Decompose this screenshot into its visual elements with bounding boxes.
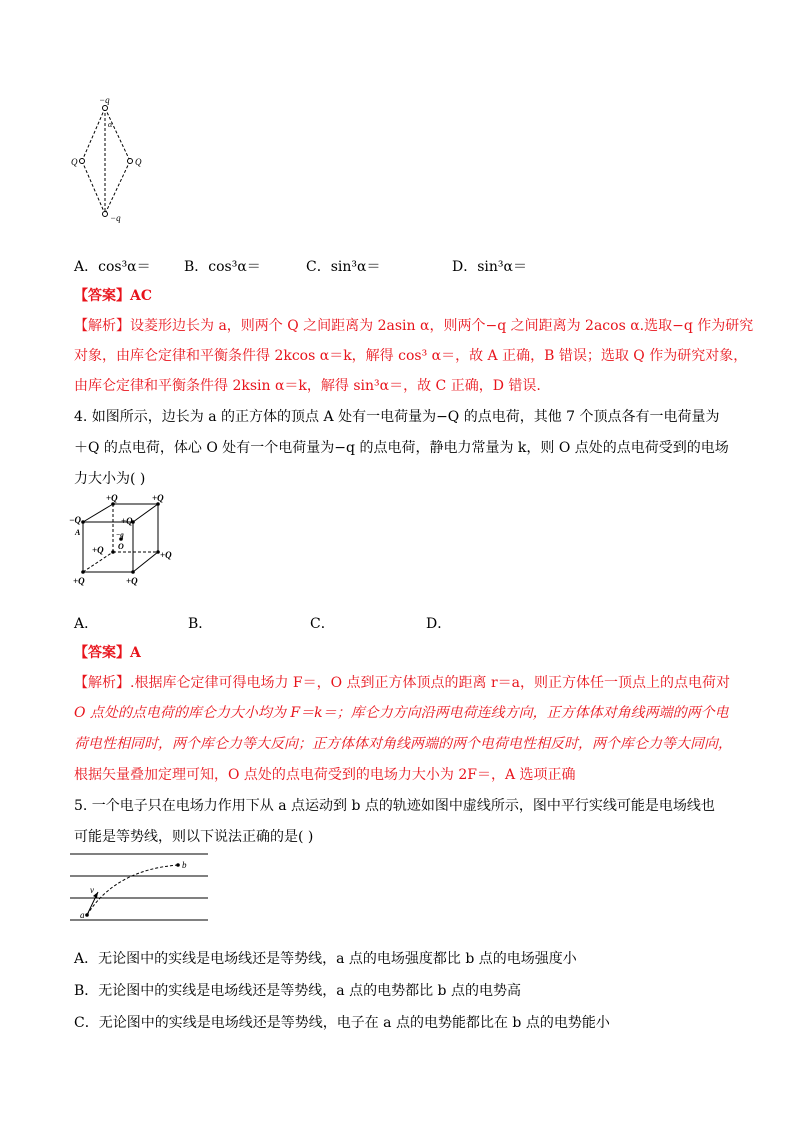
q3-answer: 【答案】AC bbox=[74, 288, 153, 304]
trajectory-label-a: a bbox=[80, 910, 85, 920]
cube-label-bottom-back-left: +Q bbox=[92, 545, 104, 555]
trajectory-label-v: v bbox=[90, 885, 94, 895]
q4-analysis-line-4: 根据矢量叠加定理可知，O 点处的点电荷受到的电场力大小为 2F＝，A 选项正确 bbox=[74, 767, 576, 783]
q4-option-d[interactable]: D． bbox=[426, 616, 452, 632]
q3-analysis-line-2: 对象，由库仑定律和平衡条件得 2kcos α＝k，解得 cos³ α＝，故 A 正确，B 错误；选取 Q 作为研究对象， bbox=[74, 348, 748, 364]
cube-label-top-back-right: +Q bbox=[152, 493, 164, 503]
rhombus-top-label: −q bbox=[99, 95, 110, 105]
cube-label-top-front-left: −Q bbox=[69, 515, 81, 525]
rhombus-charge-figure bbox=[70, 92, 150, 227]
rhombus-left-label: Q bbox=[71, 157, 78, 167]
rhombus-angle-label: α bbox=[108, 120, 113, 129]
cube-charge-figure bbox=[66, 492, 182, 592]
q4-analysis-line-2: O 点处的点电荷的库仑力大小均为 F＝k＝；库仑力方向沿两电荷连线方向，正方体体对角线两端的两个电 bbox=[74, 705, 729, 721]
q5-option-a[interactable]: A．无论图中的实线是电场线还是等势线，a 点的电场强度都比 b 点的电场强度小 bbox=[74, 951, 577, 967]
cube-label-center-o: O bbox=[118, 542, 124, 551]
q5-option-b[interactable]: B．无论图中的实线是电场线还是等势线，a 点的电势都比 b 点的电势高 bbox=[74, 983, 521, 999]
cube-label-bottom-front-right: +Q bbox=[126, 576, 138, 586]
q4-stem-line-2: ＋Q 的点电荷，体心 O 处有一个电荷量为−q 的点电荷，静电力常量为 k，则 O 点处的点电荷受到的电场 bbox=[74, 440, 729, 456]
q5-stem-line-1: 5. 一个电子只在电场力作用下从 a 点运动到 b 点的轨迹如图中虚线所示，图中平行实线可能是电场线也 bbox=[74, 798, 715, 814]
q3-option-d[interactable]: D．sin³α＝ bbox=[452, 259, 527, 275]
trajectory-figure bbox=[70, 848, 212, 924]
q4-option-b[interactable]: B． bbox=[188, 616, 213, 632]
cube-label-bottom-back-right: +Q bbox=[160, 550, 172, 560]
cube-label-top-front-right: +Q bbox=[121, 516, 133, 526]
trajectory-label-b: b bbox=[182, 860, 187, 870]
q4-answer: 【答案】A bbox=[74, 645, 141, 661]
q4-option-c[interactable]: C． bbox=[310, 616, 335, 632]
q3-option-c[interactable]: C．sin³α＝ bbox=[306, 259, 381, 275]
rhombus-bottom-label: −q bbox=[110, 213, 121, 223]
q4-stem-line-1: 4. 如图所示，边长为 a 的正方体的顶点 A 处有一电荷量为−Q 的点电荷，其他 7 个顶点各有一电荷量为 bbox=[74, 409, 720, 425]
cube-label-top-back-left: +Q bbox=[106, 493, 118, 503]
q4-analysis-line-3: 荷电性相同时，两个库仑力等大反向；正方体体对角线两端的两个电荷电性相反时，两个库仑力等大同向， bbox=[74, 736, 732, 752]
cube-label-bottom-front-left: +Q bbox=[73, 576, 85, 586]
q4-stem-line-3: 力大小为( ) bbox=[74, 471, 146, 487]
rhombus-right-label: Q bbox=[135, 157, 142, 167]
q3-analysis-line-1: 【解析】设菱形边长为 a，则两个 Q 之间距离为 2asin α，则两个−q 之间距离为 2acos α.选取−q 作为研究 bbox=[74, 318, 754, 334]
q3-analysis-line-3: 由库仑定律和平衡条件得 2ksin α＝k，解得 sin³α＝，故 C 正确，D 错误. bbox=[74, 378, 541, 394]
q5-stem-line-2: 可能是等势线，则以下说法正确的是( ) bbox=[74, 829, 314, 845]
cube-label-center-charge: −q bbox=[116, 531, 124, 539]
q5-option-c[interactable]: C．无论图中的实线是电场线还是等势线，电子在 a 点的电势能都比在 b 点的电势能小 bbox=[74, 1015, 610, 1031]
q4-analysis-line-1: 【解析】.根据库仑定律可得电场力 F＝，O 点到正方体顶点的距离 r＝a，则正方体任一顶点上的点电荷对 bbox=[74, 675, 731, 691]
cube-label-vertex-a: A bbox=[75, 528, 81, 537]
q3-option-b[interactable]: B．cos³α＝ bbox=[184, 259, 261, 275]
q3-option-a[interactable]: A．cos³α＝ bbox=[74, 259, 151, 275]
q4-option-a[interactable]: A． bbox=[74, 616, 99, 632]
